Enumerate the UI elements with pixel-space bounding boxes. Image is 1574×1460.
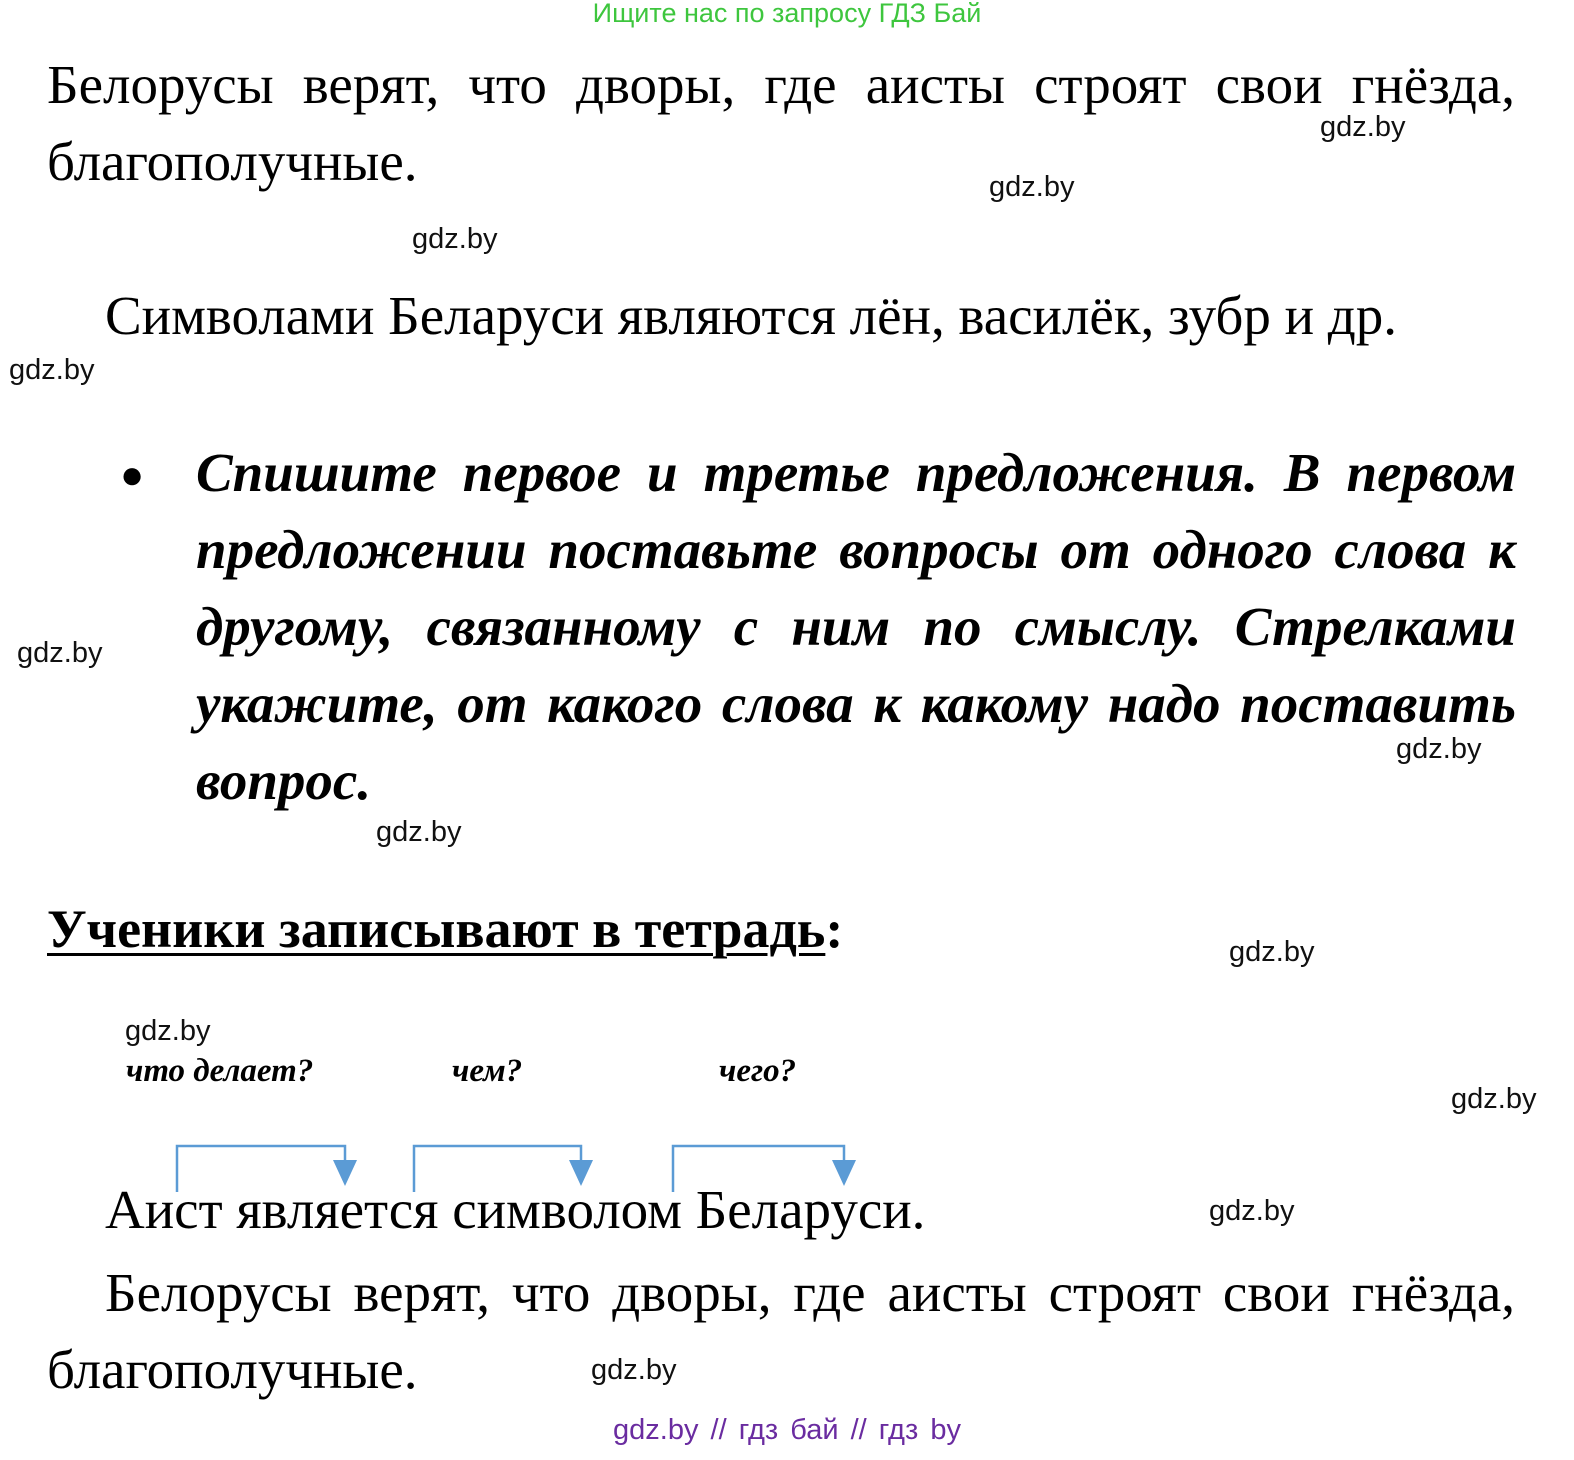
watermark: gdz.by [9, 354, 95, 386]
notebook-sentence-2 [47, 1254, 1515, 1408]
search-banner: Ищите нас по запросу ГДЗ Бай [592, 0, 982, 28]
task-instructions: Спишите первое и третье предложения. В первом предложении поставьте вопросы от одного слова к другому, связанному с ним по смыслу. Стрелками укажите, от какого слова к какому надо поставить вопрос. [196, 442, 1516, 811]
paragraph-symbols-text: Символами Беларуси являются лён, василёк, зубр и др. [105, 285, 1398, 346]
watermark: gdz.by [1396, 733, 1482, 765]
watermark: gdz.by [989, 171, 1075, 203]
watermark: gdz.by [125, 1015, 211, 1047]
watermark: gdz.by [591, 1354, 677, 1386]
watermark: gdz.by [1209, 1195, 1295, 1227]
section-heading-text: Ученики записывают в тетрадь [47, 899, 826, 959]
watermark: gdz.by [1320, 111, 1406, 143]
watermark: gdz.by [376, 816, 462, 848]
question-label: что делает? [126, 1053, 314, 1089]
watermark: gdz.by [412, 223, 498, 255]
paragraph-storks: Белорусы верят, что дворы, где аисты строят свои гнёзда, благополучные. [47, 54, 1515, 192]
notebook-sentence-1: Аист является символом Беларуси. [105, 1179, 926, 1240]
task-bullet: ● [120, 452, 145, 497]
question-label: чем? [452, 1053, 523, 1089]
notebook-sentence-2-text: Белорусы верят, что дворы, где аисты строят свои гнёзда, благополучные. [47, 1262, 1515, 1400]
watermark: gdz.by [17, 637, 103, 669]
question-label: чего? [719, 1053, 797, 1089]
section-heading-colon: : [825, 899, 844, 959]
watermark: gdz.by [1451, 1083, 1537, 1115]
watermark: gdz.by [1229, 936, 1315, 968]
footer-links: gdz.by // гдз бай // гдз by [613, 1414, 961, 1446]
